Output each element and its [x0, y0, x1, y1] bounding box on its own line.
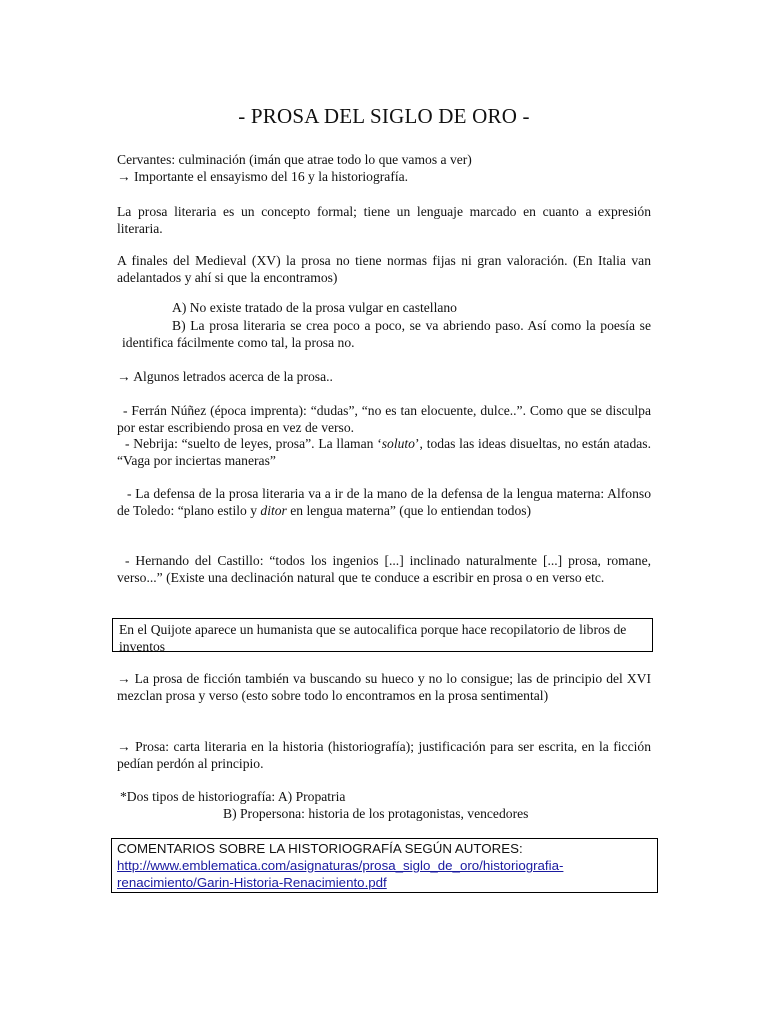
page-title: - PROSA DEL SIGLO DE ORO -: [238, 104, 530, 128]
nebrija-text-b: ’, todas las ideas disueltas, no están atadas. “Vaga por inciertas maneras”: [117, 436, 651, 468]
historiografia-link-line-2[interactable]: renacimiento/Garin-Historia-Renacimiento.pdf: [117, 875, 387, 890]
letrados-text: → Algunos letrados acerca de la prosa..: [117, 369, 333, 384]
paragraph-ferran-nunez: - Ferrán Núñez (época imprenta): “dudas”, “no es tan elocuente, dulce..”. Como que se disculpa por estar escribiendo prosa en vez de verso.: [117, 403, 651, 435]
quijote-note-box: En el Quijote aparece un humanista que se autocalifica porque hace recopilatorio de libros de inventos: [112, 618, 653, 652]
defensa-italic: ditor: [260, 503, 287, 518]
paragraph-castillo: - Hernando del Castillo: “todos los ingenios [...] inclinado naturalmente [...] prosa, romane, verso...” (Existe una declinación natural que te conduce a escribir en prosa o en verso etc.: [117, 553, 651, 585]
defensa-text-b: en lengua materna” (que lo entiendan todos): [286, 503, 532, 518]
defensa-text-a: - La defensa de la prosa literaria va a ir de la mano de la defensa de la lengua materna: Alfonso de Toledo: “plano estilo y: [117, 486, 651, 518]
paragraph-nebrija: [117, 435, 651, 469]
list-item-b: B) La prosa literaria se crea poco a poco, se va abriendo paso. Así como la poesía se identifica fácilmente como tal, la prosa no.: [122, 318, 651, 350]
tipos-line-b: B) Propersona: historia de los protagonistas, vencedores: [223, 806, 529, 821]
paragraph-cervantes: [117, 151, 651, 185]
paragraph-prosa-literaria: La prosa literaria es un concepto formal; tiene un lenguaje marcado en cuanto a expresión literaria.: [117, 204, 651, 236]
nebrija-italic: soluto: [381, 436, 415, 451]
ensayismo-line: → Importante el ensayismo del 16 y la historiografía.: [117, 169, 409, 184]
comentarios-heading: COMENTARIOS SOBRE LA HISTORIOGRAFÍA SEGÚN AUTORES:: [117, 841, 523, 856]
paragraph-carta-literaria: → Prosa: carta literaria en la historia (historiografía); justificación para ser escrita, en la ficción pedían perdón al principio.: [117, 739, 651, 771]
list-item-a-text: A) No existe tratado de la prosa vulgar en castellano: [172, 300, 457, 315]
nebrija-text-a: - Nebrija: “suelto de leyes, prosa”. La llaman ‘: [125, 436, 382, 451]
historiografia-link-line-1[interactable]: http://www.emblematica.com/asignaturas/prosa_siglo_de_oro/historiografia-: [117, 858, 564, 873]
comentarios-box: [111, 838, 658, 893]
paragraph-ficcion: → La prosa de ficción también va buscando su hueco y no lo consigue; las de principio del XVI mezclan prosa y verso (esto sobre todo lo encontramos en la prosa sentimental): [117, 671, 651, 703]
paragraph-historiografia-tipos: [120, 788, 654, 822]
tipos-line-a: *Dos tipos de historiografía: A) Propatria: [120, 789, 346, 804]
paragraph-defensa: [117, 485, 651, 519]
paragraph-letrados: [117, 368, 651, 385]
paragraph-medieval: A finales del Medieval (XV) la prosa no tiene normas fijas ni gran valoración. (En Italia van adelantados y ahí si que la encontramos): [117, 253, 651, 285]
cervantes-line: Cervantes: culminación (imán que atrae todo lo que vamos a ver): [117, 152, 472, 167]
list-item-a: [172, 299, 651, 316]
